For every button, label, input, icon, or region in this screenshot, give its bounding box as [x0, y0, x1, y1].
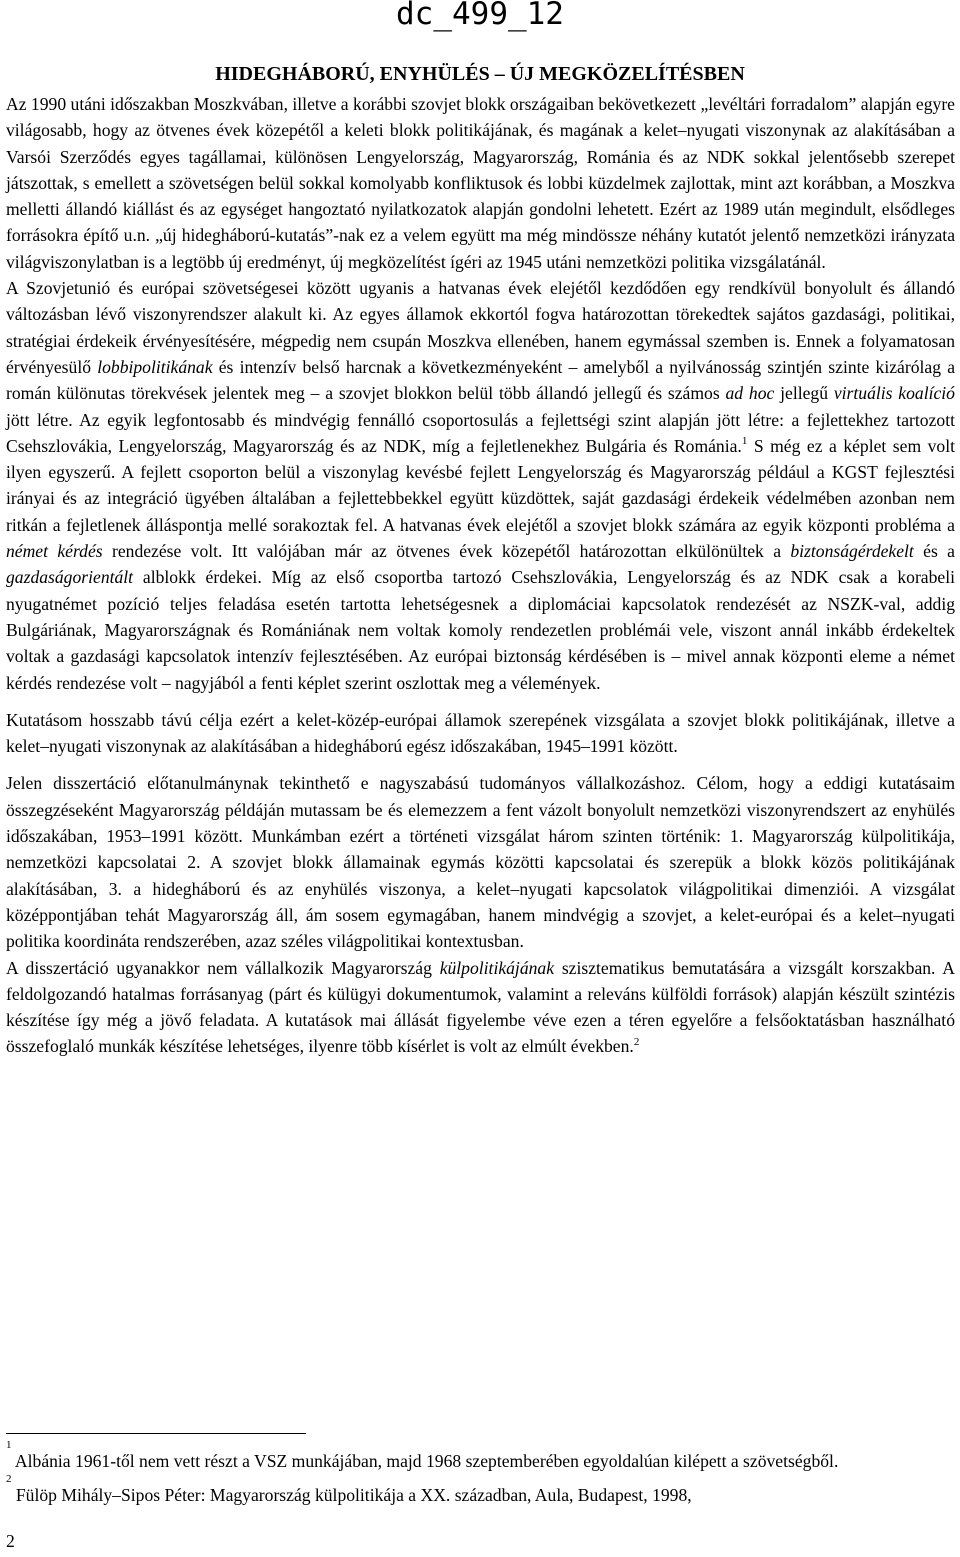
text-run: Kutatásom hosszabb távú célja ezért a kelet-közép-európai államok szerepének vizsgálata a szovjet blokk politikájának, illetve a kelet–nyugati viszonynak az alakításában a hidegháború egész időszakában, 1945–1991 között. — [6, 709, 955, 757]
footnotes — [6, 1439, 955, 1516]
text-run: Az 1990 utáni időszakban Moszkvában, illetve a korábbi szovjet blokk országaiban bekövetkezett „levéltári forradalom” alapján egyre világosabb, hogy az ötvenes évek közepétől a keleti blokk politikájának, és magának a kelet–nyugati viszonynak az alakításában a Varsói Szerződés egyes tagállamai, különösen Lengyelország, Magyarország, Románia és az NDK sokkal jelentősebb szerepet játszottak, s emellett a szövetségen belül sokkal komolyabb konfliktusok és lobbi küzdelmek zajlottak, mint azt korábban, a Moszkva melletti állandó kiállást és az egységet hangoztató nyilatkozatok alapján gondolni lehetett. Ezért az 1989 után megindult, elsődleges forrásokra építő u.n. „új hidegháború-kutatás”-nak ez a velem együtt ma még mindössze néhány kutatót jelentő nemzetközi irányzata világviszonylatban is a legtöbb új eredményt, új megközelítést ígéri az 1945 utáni nemzetközi politika vizsgálatánál. — [6, 94, 955, 272]
text-run: S még ez a képlet sem volt ilyen egyszerű. A fejlett csoporton belül a viszonylag kevésbé fejlett Lengyelország és Magyarország például a KGST fejlesztési irányai és az integráció ügyében általában a fejlettebbekkel együtt küzdöttek, saját gazdasági érdekeik védelmében azonban nem ritkán a fejletlenek álláspontja mellé sorakoztak fel. A hatvanas évek elejétől a szovjet blokk számára az egyik központi probléma a — [6, 435, 956, 535]
italic-text: virtuális koalíció — [833, 383, 955, 404]
text-run: jött létre. Az egyik legfontosabb és mindvégig fennálló csoportosulás a fejlettségi szint alapján jött létre: a fejlettekhez tartozott Csehszlovákia, Lengyelország, Magyarország és az NDK, míg a fejletlenekhez Bulgária és Románia. — [6, 409, 955, 456]
body-text — [6, 91, 955, 1060]
document-id: dc_499_12 — [396, 0, 564, 32]
italic-text: gazdaságorientált — [6, 567, 134, 588]
paragraph-3 — [6, 707, 955, 760]
italic-text: biztonságérdekelt — [790, 541, 914, 562]
italic-text: külpolitikájának — [439, 957, 555, 978]
text-run: A Szovjetunió és európai szövetségesei között ugyanis a hatvanas évek elejétől kezdődően egy rendkívül bonyolult és állandó változásban lévő viszonyrendszer alakult ki. Az egyes államok ekkortól fogva határozottan törekedtek sajátos gazdasági, politikai, stratégiai érdekeik érvényesítésére, mégpedig nem csupán Moszkva ellenében, hanem egymással szemben is. Ennek a folyamatosan érvényesülő — [6, 278, 955, 377]
text-run: alblokk érdekei. Míg az első csoportba tartozó Csehszlovákia, Lengyelország és az NDK csak a korabeli nyugatnémet pozíció teljes feladása esetén tartotta lehetségesnek a diplomáciai kapcsolatok rendezését az NSZK-val, addig Bulgáriának, Magyarországnak és Romániának nem voltak komoly rendezetlen problémái vele, viszont annál inkább érdekeltek voltak a gazdasági kapcsolatok intenzív fejlesztésében. Az európai biztonság kérdésében is – mivel annak központi eleme a német kérdés rendezése volt – nagyjából a fenti képlet szerint oszlottak meg a vélemények. — [6, 567, 955, 693]
text-run: Albánia 1961-től nem vett részt a VSZ munkájában, majd 1968 szeptemberében egyoldalúan kilépett a szövetségből. — [11, 1451, 839, 1471]
footnote-2 — [6, 1473, 955, 1508]
paragraph-5 — [6, 955, 955, 1060]
text-run: szisztematikus bemutatására a vizsgált korszakban. A feldolgozandó hatalmas forrásanyag (párt és külügyi dokumentumok, valamint a releváns külföldi források) alapján készült szintézis készítése így még a jövő feladata. A kutatások mai állását figyelembe véve ezen a téren egyelőre a felsőoktatásban használható összefoglaló munkák készítése lehetséges, ilyenre több kísérlet is volt az elmúlt években. — [6, 957, 955, 1057]
italic-text: lobbipolitikának — [97, 356, 213, 377]
paragraph-2 — [6, 275, 955, 696]
text-run: és a — [913, 541, 955, 562]
text-run: A disszertáció ugyanakkor nem vállalkozik Magyarország — [6, 957, 440, 978]
page-number: 2 — [6, 1531, 15, 1551]
footnote-ref: 2 — [633, 1035, 640, 1048]
italic-text: német kérdés — [6, 541, 103, 562]
footnote-separator — [6, 1433, 306, 1434]
text-run: jellegű — [774, 383, 834, 404]
text-run: Fülöp Mihály–Sipos Péter: Magyarország külpolitikája a XX. században, Aula, Budapest, 1998, — [11, 1485, 692, 1505]
paragraph-1 — [6, 91, 955, 275]
footnote-ref: 2 — [6, 1473, 12, 1485]
footnote-ref: 1 — [6, 1439, 12, 1451]
text-run: rendezése volt. Itt valójában már az ötvenes évek közepétől határozottan elkülönültek a — [102, 541, 791, 562]
footnote-1 — [6, 1439, 955, 1474]
footnote-ref: 1 — [741, 435, 748, 447]
page-title: HIDEGHÁBORÚ, ENYHÜLÉS – ÚJ MEGKÖZELÍTÉSBEN — [215, 63, 745, 85]
paragraph-4 — [6, 770, 955, 954]
text-run: és intenzív belső harcnak a következményeként – amelyből a nyilvánosság szintjén szinte kizárólag a román különutas törekvések jelentek meg – a szovjet blokkon belül több állandó jellegű és számos — [6, 356, 956, 404]
italic-text: ad hoc — [725, 383, 775, 404]
text-run: Jelen disszertáció előtanulmánynak tekinthető e nagyszabású tudományos vállalkozáshoz. Célom, hogy a eddigi kutatásaim összegzéseként Magyarország példáján mutassam be és elemezzem a fent vázolt bonyolult nemzetközi viszonyrendszert az enyhülés időszakában, 1953–1991 között. Munkámban ezért a történeti vizsgálat három szinten történik: 1. Magyarország külpolitikája, nemzetközi kapcsolatai 2. A szovjet blokk államainak egymás közötti kapcsolatai és szerepük a blokk közös politikájának alakításában, 3. a hidegháború és az enyhülés viszonya, a kelet–nyugati kapcsolatok világpolitikai dimenziói. A vizsgálat középpontjában tehát Magyarország áll, ám sosem egymagában, hanem mindvégig a szovjet, a kelet-európai és a kelet–nyugati politika koordináta rendszerében, azaz széles világpolitikai kontextusban. — [6, 773, 955, 952]
